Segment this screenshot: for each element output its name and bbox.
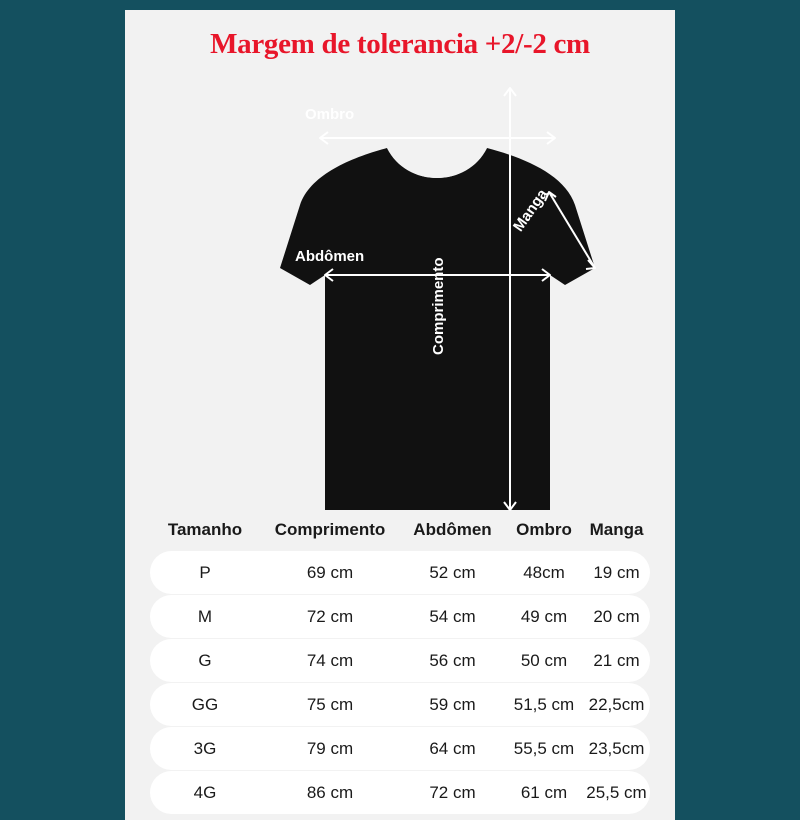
cell-length: 86 cm — [306, 782, 354, 802]
cell-abdomen: 52 cm — [429, 562, 476, 582]
size-chart-card — [125, 10, 675, 820]
cell-abdomen: 64 cm — [429, 738, 476, 758]
cell-abdomen: 56 cm — [429, 650, 476, 670]
cell-sleeve: 21 cm — [593, 650, 640, 670]
label-shoulder: Ombro — [305, 106, 355, 123]
cell-length: 75 cm — [306, 694, 354, 714]
cell-size: G — [198, 650, 212, 670]
label-sleeve: Manga — [510, 186, 552, 235]
cell-length: 74 cm — [306, 650, 354, 670]
cell-length: 69 cm — [306, 562, 354, 582]
header-sleeve: Manga — [589, 520, 644, 539]
table-row — [150, 771, 650, 814]
tshirt-diagram — [125, 70, 675, 520]
tshirt-illustration — [125, 70, 675, 520]
cell-sleeve: 23,5cm — [588, 738, 645, 758]
cell-sleeve: 25,5 cm — [586, 782, 647, 802]
header-shoulder: Ombro — [516, 520, 572, 539]
cell-length: 72 cm — [306, 606, 354, 626]
cell-shoulder: 50 cm — [520, 650, 568, 670]
cell-size: 4G — [193, 782, 217, 802]
cell-shoulder: 48cm — [523, 562, 565, 582]
table-header-row — [150, 510, 650, 550]
cell-size: GG — [191, 694, 219, 714]
cell-shoulder: 51,5 cm — [513, 694, 575, 714]
cell-sleeve: 20 cm — [593, 606, 640, 626]
table-row — [150, 551, 650, 594]
table-row — [150, 727, 650, 770]
table-row — [150, 683, 650, 726]
header-abdomen: Abdômen — [413, 520, 492, 539]
header-size: Tamanho — [167, 520, 243, 539]
page-title: Margem de tolerancia +2/-2 cm — [210, 28, 590, 60]
table-row — [150, 595, 650, 638]
label-abdomen: Abdômen — [295, 248, 365, 265]
cell-shoulder: 61 cm — [520, 782, 568, 802]
cell-shoulder: 49 cm — [520, 606, 568, 626]
cell-abdomen: 72 cm — [429, 782, 476, 802]
cell-abdomen: 54 cm — [429, 606, 476, 626]
cell-length: 79 cm — [306, 738, 354, 758]
cell-sleeve: 19 cm — [593, 562, 640, 582]
table-row — [150, 639, 650, 682]
cell-shoulder: 55,5 cm — [513, 738, 575, 758]
cell-abdomen: 59 cm — [429, 694, 476, 714]
cell-sleeve: 22,5cm — [588, 694, 645, 714]
cell-size: P — [199, 562, 211, 582]
label-length: Comprimento — [430, 257, 447, 355]
cell-size: 3G — [193, 738, 217, 758]
size-table — [150, 510, 650, 815]
header-length: Comprimento — [274, 520, 386, 539]
cell-size: M — [197, 606, 213, 626]
